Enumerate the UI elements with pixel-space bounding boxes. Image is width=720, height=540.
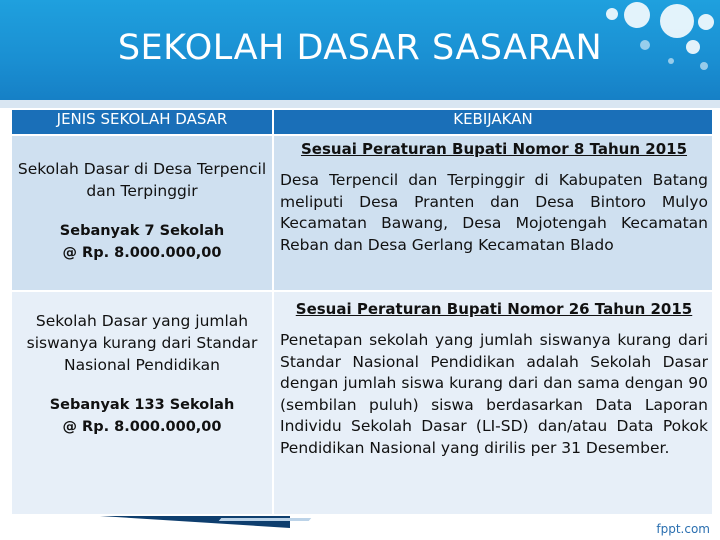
policy-text: Penetapan sekolah yang jumlah siswanya kurang dari Standar Nasional Pendidikan adalah Sekolah Dasar dengan jumlah siswa kurang dari dan sama dengan 90 (sembilan puluh) siswa berdasarkan Data Laporan Individu Sekolah Dasar (LI-SD) dan/atau Data Pokok Pendidikan Nasional yang dirilis per 31 Desember. bbox=[280, 331, 708, 457]
regulation-reference: Sesuai Peraturan Bupati Nomor 8 Tahun 2015 bbox=[300, 140, 688, 158]
school-budget: @ Rp. 8.000.000,00 bbox=[62, 245, 222, 261]
school-budget: @ Rp. 8.000.000,00 bbox=[62, 419, 222, 435]
bubble-decoration bbox=[606, 8, 618, 20]
footer-accent bbox=[219, 518, 312, 521]
school-count: Sebanyak 7 Sekolah bbox=[59, 223, 225, 239]
policy-text: Desa Terpencil dan Terpinggir di Kabupaten Batang meliputi Desa Pranten dan Desa Bintoro Mulyo Kecamatan Bawang, Desa Mojotengah Kecamatan Reban dan Desa Gerlang Kecamatan Blado bbox=[280, 171, 708, 254]
column-header-jenis: JENIS SEKOLAH DASAR bbox=[11, 109, 273, 135]
watermark: fppt.com bbox=[656, 522, 710, 536]
table-row bbox=[11, 135, 713, 291]
policy-cell bbox=[273, 291, 713, 515]
slide-title: SEKOLAH DASAR SASARAN bbox=[117, 28, 603, 68]
school-type: Sekolah Dasar yang jumlah siswanya kurang dari Standar Nasional Pendidikan bbox=[26, 312, 258, 374]
school-type-cell bbox=[11, 135, 273, 291]
table-header-row bbox=[11, 109, 713, 135]
regulation-reference: Sesuai Peraturan Bupati Nomor 26 Tahun 2015 bbox=[295, 300, 693, 318]
policy-cell bbox=[273, 135, 713, 291]
divider-band bbox=[0, 100, 720, 108]
school-type: Sekolah Dasar di Desa Terpencil dan Terpinggir bbox=[17, 160, 267, 200]
table-row bbox=[11, 291, 713, 515]
column-header-kebijakan: KEBIJAKAN bbox=[273, 109, 713, 135]
school-type-cell bbox=[11, 291, 273, 515]
school-count: Sebanyak 133 Sekolah bbox=[49, 397, 235, 413]
bubble-decoration bbox=[624, 2, 650, 28]
policy-table bbox=[10, 108, 714, 516]
